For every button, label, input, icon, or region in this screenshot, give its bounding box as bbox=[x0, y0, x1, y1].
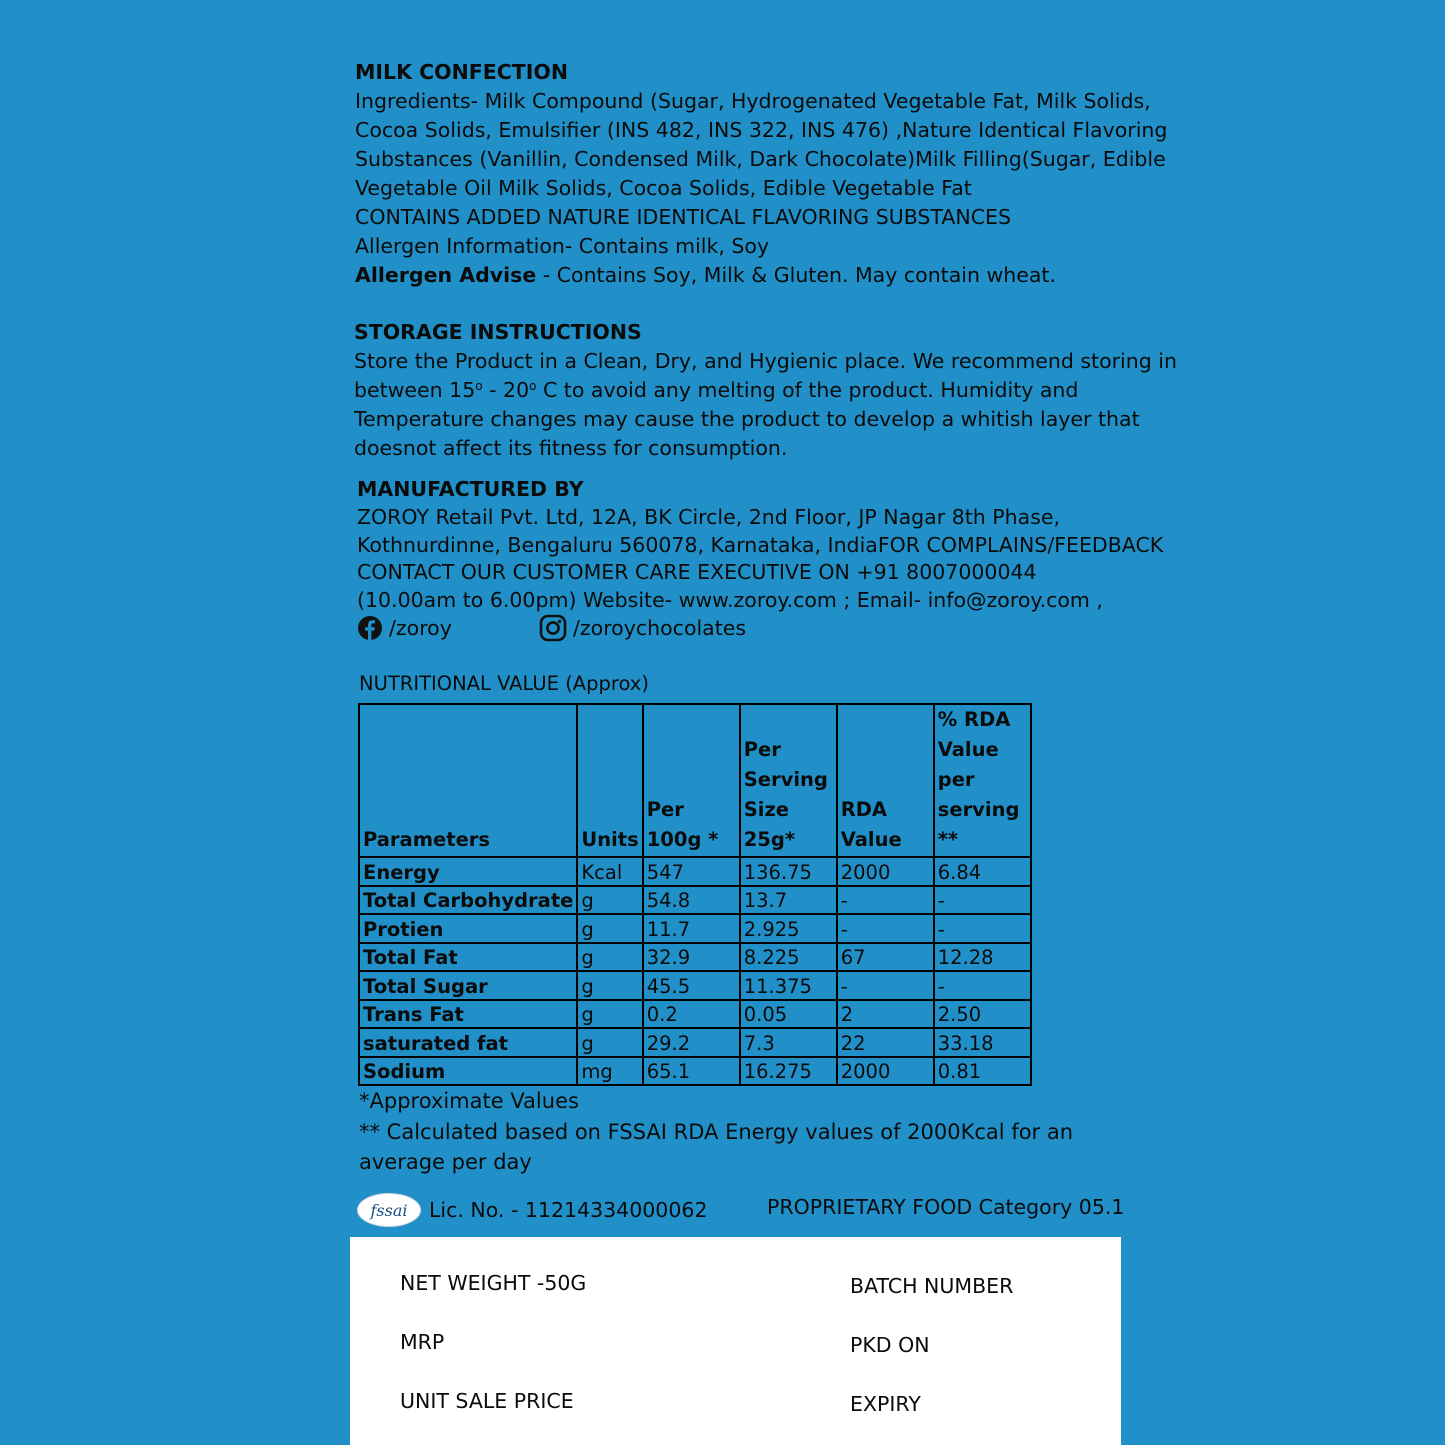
table-cell: 45.5 bbox=[643, 971, 740, 1000]
col-header: Parameters bbox=[359, 704, 577, 857]
instagram-handle: /zoroychocolates bbox=[573, 616, 747, 640]
table-cell: 0.2 bbox=[643, 1000, 740, 1029]
manufacturer-line: ZOROY Retail Pvt. Ltd, 12A, BK Circle, 2nd Floor, JP Nagar 8th Phase, bbox=[357, 505, 1061, 529]
pack-info-box bbox=[350, 1237, 1121, 1445]
table-cell: - bbox=[934, 971, 1031, 1000]
table-cell: - bbox=[837, 971, 934, 1000]
ingredients-line: Substances (Vanillin, Condensed Milk, Dark Chocolate)Milk Filling(Sugar, Edible bbox=[355, 147, 1166, 171]
col-header: % RDA Value per serving ** bbox=[934, 704, 1031, 857]
table-cell: 11.7 bbox=[643, 914, 740, 943]
table-cell: g bbox=[577, 886, 642, 915]
ingredients-section bbox=[355, 58, 1167, 290]
social-links bbox=[357, 614, 746, 642]
table-cell: 6.84 bbox=[934, 857, 1031, 886]
nutrition-title: NUTRITIONAL VALUE (Approx) bbox=[359, 672, 649, 695]
col-header: RDA Value bbox=[837, 704, 934, 857]
storage-text: C to avoid any melting of the product. Humidity and bbox=[536, 378, 1079, 402]
table-cell: Trans Fat bbox=[359, 1000, 577, 1029]
ingredients-line: CONTAINS ADDED NATURE IDENTICAL FLAVORING SUBSTANCES bbox=[355, 205, 1011, 229]
table-cell: Total Fat bbox=[359, 943, 577, 972]
table-cell: 54.8 bbox=[643, 886, 740, 915]
nutrition-table bbox=[358, 703, 1032, 1086]
table-cell: Total Carbohydrate bbox=[359, 886, 577, 915]
allergen-advise bbox=[355, 261, 1167, 290]
table-row bbox=[359, 1028, 1031, 1057]
table-cell: mg bbox=[577, 1057, 642, 1086]
degree-mark: o bbox=[475, 379, 483, 393]
manufacturer-line: CONTACT OUR CUSTOMER CARE EXECUTIVE ON +91 8007000044 bbox=[357, 560, 1037, 584]
table-cell: - bbox=[934, 914, 1031, 943]
batch-number-label: BATCH NUMBER bbox=[850, 1274, 1014, 1298]
table-row bbox=[359, 971, 1031, 1000]
table-cell: Energy bbox=[359, 857, 577, 886]
table-cell: 33.18 bbox=[934, 1028, 1031, 1057]
table-cell: g bbox=[577, 943, 642, 972]
table-cell: 0.05 bbox=[740, 1000, 837, 1029]
mrp-label: MRP bbox=[400, 1330, 445, 1354]
table-cell: 22 bbox=[837, 1028, 934, 1057]
table-cell: 13.7 bbox=[740, 886, 837, 915]
storage-section bbox=[354, 318, 1177, 463]
fssai-logo bbox=[357, 1193, 421, 1227]
unit-sale-price-label: UNIT SALE PRICE bbox=[400, 1389, 574, 1413]
note-line: ** Calculated based on FSSAI RDA Energy values of 2000Kcal for an bbox=[359, 1119, 1074, 1144]
instagram-link[interactable] bbox=[539, 614, 746, 642]
table-row bbox=[359, 886, 1031, 915]
table-cell: 67 bbox=[837, 943, 934, 972]
table-cell: g bbox=[577, 1000, 642, 1029]
table-cell: 2000 bbox=[837, 857, 934, 886]
table-row bbox=[359, 857, 1031, 886]
table-cell: saturated fat bbox=[359, 1028, 577, 1057]
ingredients-line: Allergen Information- Contains milk, Soy bbox=[355, 234, 770, 258]
manufacturer-section bbox=[357, 475, 1163, 614]
table-cell: - bbox=[934, 886, 1031, 915]
table-cell: g bbox=[577, 1028, 642, 1057]
note-line: average per day bbox=[359, 1150, 532, 1174]
table-cell: g bbox=[577, 971, 642, 1000]
allergen-advise-label: Allergen Advise bbox=[355, 263, 537, 287]
storage-text: between 15 bbox=[354, 378, 476, 402]
table-cell: Sodium bbox=[359, 1057, 577, 1086]
license-number: Lic. No. - 11214334000062 bbox=[429, 1198, 708, 1222]
col-header: Per 100g * bbox=[643, 704, 740, 857]
table-row bbox=[359, 914, 1031, 943]
table-row bbox=[359, 1057, 1031, 1086]
storage-text: - 20 bbox=[482, 378, 530, 402]
table-cell: 32.9 bbox=[643, 943, 740, 972]
table-cell: Protien bbox=[359, 914, 577, 943]
food-category: PROPRIETARY FOOD Category 05.1 bbox=[767, 1195, 1125, 1219]
table-cell: 136.75 bbox=[740, 857, 837, 886]
license-info bbox=[357, 1193, 707, 1227]
table-cell: 8.225 bbox=[740, 943, 837, 972]
table-header-row bbox=[359, 704, 1031, 857]
table-cell: 7.3 bbox=[740, 1028, 837, 1057]
expiry-label: EXPIRY bbox=[850, 1392, 921, 1416]
fssai-logo-text: fssai bbox=[370, 1200, 408, 1220]
ingredients-line: Ingredients- Milk Compound (Sugar, Hydrogenated Vegetable Fat, Milk Solids, bbox=[355, 89, 1151, 113]
note-line: *Approximate Values bbox=[359, 1089, 579, 1113]
table-cell: Kcal bbox=[577, 857, 642, 886]
manufacturer-line: Kothnurdinne, Bengaluru 560078, Karnataka, IndiaFOR COMPLAINS/FEEDBACK bbox=[357, 532, 1164, 557]
net-weight: NET WEIGHT -50G bbox=[400, 1271, 587, 1295]
nutrition-notes bbox=[359, 1086, 1073, 1178]
table-cell: 65.1 bbox=[643, 1057, 740, 1086]
storage-heading: STORAGE INSTRUCTIONS bbox=[354, 320, 642, 344]
facebook-icon bbox=[357, 615, 383, 641]
col-header: Per Serving Size 25g* bbox=[740, 704, 837, 857]
manufacturer-heading: MANUFACTURED BY bbox=[357, 477, 584, 501]
table-cell: - bbox=[837, 886, 934, 915]
table-cell: 547 bbox=[643, 857, 740, 886]
table-cell: 11.375 bbox=[740, 971, 837, 1000]
allergen-advise-text: - Contains Soy, Milk & Gluten. May contain wheat. bbox=[536, 263, 1056, 287]
storage-line: Temperature changes may cause the product to develop a whitish layer that bbox=[354, 407, 1140, 431]
ingredients-line: Vegetable Oil Milk Solids, Cocoa Solids, Edible Vegetable Fat bbox=[355, 176, 972, 200]
table-cell: g bbox=[577, 914, 642, 943]
ingredients-heading: MILK CONFECTION bbox=[355, 60, 568, 84]
table-cell: 2.925 bbox=[740, 914, 837, 943]
table-cell: 2000 bbox=[837, 1057, 934, 1086]
storage-line: Store the Product in a Clean, Dry, and Hygienic place. We recommend storing in bbox=[354, 349, 1177, 373]
table-cell: 0.81 bbox=[934, 1057, 1031, 1086]
col-header: Units bbox=[577, 704, 642, 857]
facebook-handle: /zoroy bbox=[389, 616, 452, 640]
storage-line: doesnot affect its fitness for consumption. bbox=[354, 436, 788, 460]
degree-mark: o bbox=[529, 379, 537, 393]
storage-line bbox=[354, 376, 1177, 405]
table-cell: 12.28 bbox=[934, 943, 1031, 972]
table-row bbox=[359, 943, 1031, 972]
table-cell: 2 bbox=[837, 1000, 934, 1029]
instagram-icon bbox=[539, 614, 567, 642]
table-cell: 29.2 bbox=[643, 1028, 740, 1057]
table-cell: 2.50 bbox=[934, 1000, 1031, 1029]
table-row bbox=[359, 1000, 1031, 1029]
manufacturer-line: (10.00am to 6.00pm) Website- www.zoroy.com ; Email- info@zoroy.com , bbox=[357, 587, 1103, 612]
table-cell: 16.275 bbox=[740, 1057, 837, 1086]
table-cell: - bbox=[837, 914, 934, 943]
pkd-on-label: PKD ON bbox=[850, 1333, 930, 1357]
table-cell: Total Sugar bbox=[359, 971, 577, 1000]
ingredients-line: Cocoa Solids, Emulsifier (INS 482, INS 322, INS 476) ,Nature Identical Flavoring bbox=[355, 118, 1168, 142]
facebook-link[interactable] bbox=[357, 615, 539, 641]
